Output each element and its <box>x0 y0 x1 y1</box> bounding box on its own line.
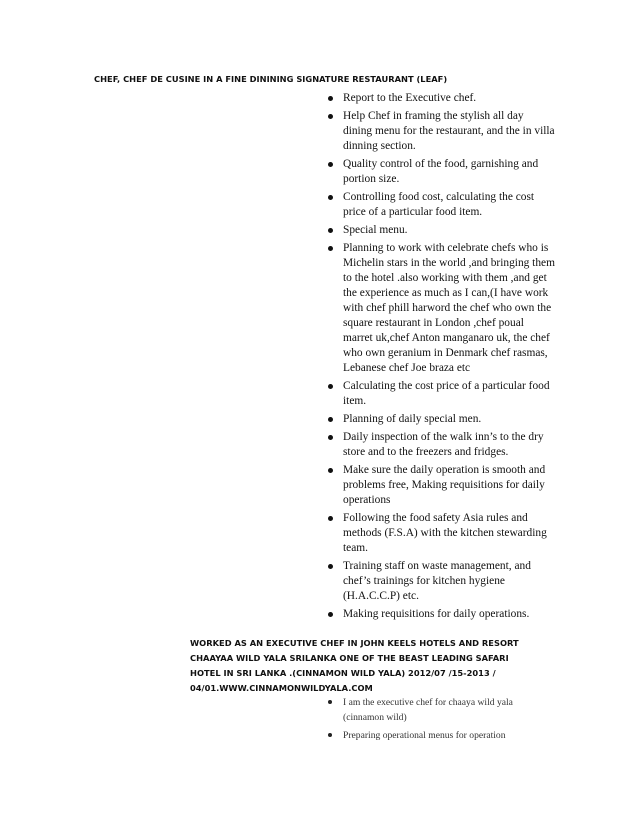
heading-line: WORKED AS AN EXECUTIVE CHEF IN JOHN KEELS HOTELS AND RESORT <box>190 638 519 648</box>
responsibilities-list-cinnamon-wild <box>325 695 555 746</box>
list-item: Calculating the cost price of a particular food item. <box>325 379 555 409</box>
section-heading-cinnamon-wild <box>190 636 560 696</box>
heading-line: HOTEL IN SRI LANKA .(CINNAMON WILD YALA) 2012/07 /15-2013 / <box>190 668 496 678</box>
list-item: Daily inspection of the walk inn’s to the dry store and to the freezers and fridges. <box>325 430 555 460</box>
list-item: Help Chef in framing the stylish all day dining menu for the restaurant, and the in villa dinning section. <box>325 109 555 154</box>
list-item: Making requisitions for daily operations. <box>325 607 555 622</box>
heading-line: CHAAYAA WILD YALA SRILANKA ONE OF THE BEAST LEADING SAFARI <box>190 653 509 663</box>
section-heading-leaf: CHEF, CHEF DE CUSINE IN A FINE DININING SIGNATURE RESTAURANT (LEAF) <box>94 74 448 84</box>
heading-line: 04/01.WWW.CINNAMONWILDYALA.COM <box>190 683 373 693</box>
list-item: Special menu. <box>325 223 555 238</box>
list-item: Report to the Executive chef. <box>325 91 555 106</box>
list-item: Make sure the daily operation is smooth and problems free, Making requisitions for daily operations <box>325 463 555 508</box>
list-item: Planning to work with celebrate chefs who is Michelin stars in the world ,and bringing them to the hotel .also working with them ,and get the experience as much as I can,(I have work with chef phill harword the chef who own the square restaurant in London ,chef poual marret uk,chef Anton manganaro uk, the chef who own geranium in Denmark chef rasmas, Lebanese chef Joe braza etc <box>325 241 555 376</box>
list-item: Preparing operational menus for operation <box>325 728 555 743</box>
list-item: Training staff on waste management, and chef’s trainings for kitchen hygiene (H.A.C.C.P) etc. <box>325 559 555 604</box>
list-item: Following the food safety Asia rules and methods (F.S.A) with the kitchen stewarding team. <box>325 511 555 556</box>
list-item: Planning of daily special men. <box>325 412 555 427</box>
responsibilities-list-leaf <box>325 91 555 625</box>
list-item: Controlling food cost, calculating the cost price of a particular food item. <box>325 190 555 220</box>
list-item: I am the executive chef for chaaya wild yala (cinnamon wild) <box>325 695 555 725</box>
list-item: Quality control of the food, garnishing and portion size. <box>325 157 555 187</box>
